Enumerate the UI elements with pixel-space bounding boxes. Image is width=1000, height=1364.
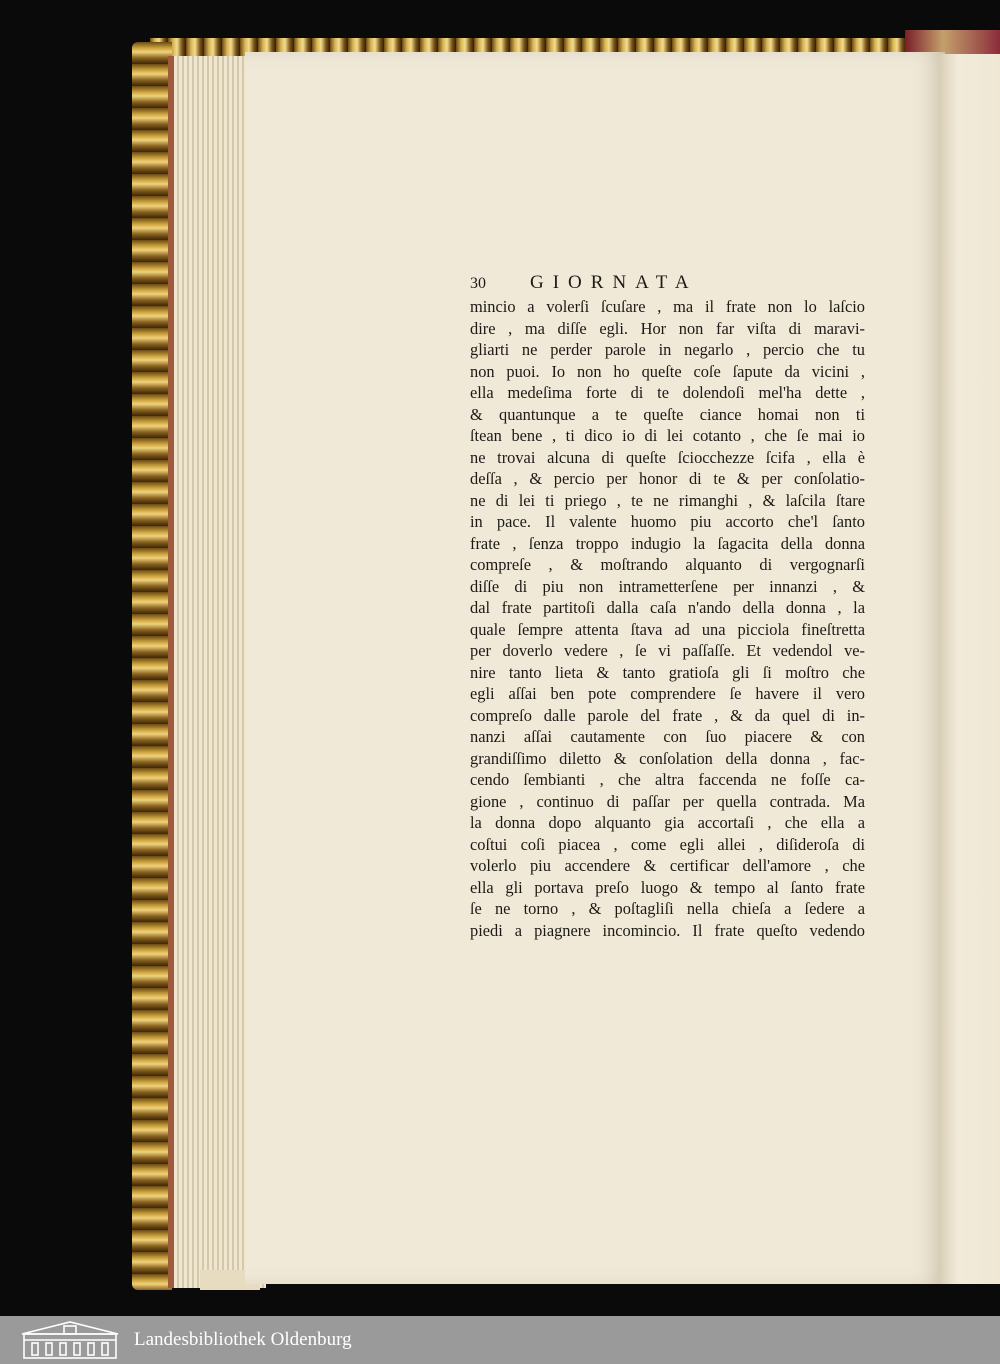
text-line: nanzi aſſai cautamente con ſuo piacere & con: [470, 727, 865, 746]
text-line: ne di lei ti priego , te ne rimanghi , & laſcila ſtare: [470, 490, 865, 510]
text-line: volerlo piu accendere & certificar dell'amore , che: [470, 856, 865, 875]
text-line: ella medeſima forte di te dolendoſi mel'ha dette ,: [470, 383, 865, 402]
text-line: grandiſſimo diletto & conſolation della donna , fac-: [470, 748, 865, 768]
gilt-binding-spine: [132, 42, 172, 1290]
facing-page: [940, 54, 1000, 1284]
text-line: dal frate partitoſi dalla caſa n'ando della donna , la: [470, 598, 865, 617]
running-title: GIORNATA: [530, 272, 698, 293]
text-line: piedi a piagnere incomincio. Il frate queſto vedendo: [470, 920, 865, 940]
text-line: coſtui coſi piacea , come egli allei , diſideroſa di: [470, 834, 865, 854]
text-block: [470, 272, 865, 941]
text-line: ſtean bene , ti dico io di lei cotanto , che ſe mai io: [470, 426, 865, 445]
text-line: dire , ma diſſe egli. Hor non far viſta di maravi-: [470, 318, 865, 338]
text-line: nire tanto lieta & tanto gratioſa gli ſi moſtro che: [470, 662, 865, 682]
library-name: Landesbibliothek Oldenburg: [134, 1329, 352, 1350]
text-line: compreſo dalle parole del frate , & da quel di in-: [470, 705, 865, 725]
body-text: [470, 296, 865, 941]
footer-bar: [0, 1316, 1000, 1364]
text-line: egli aſſai ben pote comprendere ſe havere il vero: [470, 684, 865, 703]
text-line: diſſe di piu non intrametterſene per innanzi , &: [470, 576, 865, 596]
text-line: in pace. Il valente huomo piu accorto che'l ſanto: [470, 512, 865, 531]
text-line: quale ſempre attenta ſtava ad una picciola fineſtretta: [470, 619, 865, 639]
text-line: mincio a volerſi ſcuſare , ma il frate non lo laſcio: [470, 297, 865, 316]
text-line: ne trovai alcuna di queſte ſciocchezze ſcifa , ella è: [470, 447, 865, 467]
text-line: cendo ſembianti , che altra faccenda ne foſſe ca-: [470, 770, 865, 789]
page-number: 30: [470, 275, 486, 292]
binding-corner: [905, 30, 1000, 54]
text-line: ella gli portava preſo luogo & tempo al ſanto frate: [470, 877, 865, 897]
text-line: ſe ne torno , & poſtagliſi nella chieſa a ſedere a: [470, 899, 865, 918]
text-line: compreſe , & moſtrando alquanto di vergognarſi: [470, 555, 865, 574]
text-line: la donna dopo alquanto gia accortaſi , che ella a: [470, 813, 865, 832]
text-line: deſſa , & percio per honor di te & per conſolatio-: [470, 469, 865, 488]
text-line: non puoi. Io non ho queſte coſe ſapute da vicini ,: [470, 361, 865, 381]
text-line: per doverlo vedere , ſe vi paſſaſſe. Et vedendol ve-: [470, 641, 865, 660]
text-line: gliarti ne perder parole in negarlo , percio che tu: [470, 340, 865, 359]
running-head: [470, 272, 865, 294]
library-building-icon: [18, 1320, 122, 1360]
text-line: & quantunque a te queſte ciance homai non ti: [470, 404, 865, 424]
text-line: frate , ſenza troppo indugio la ſagacita della donna: [470, 533, 865, 553]
text-line: gione , continuo di paſſar per quella contrada. Ma: [470, 791, 865, 811]
